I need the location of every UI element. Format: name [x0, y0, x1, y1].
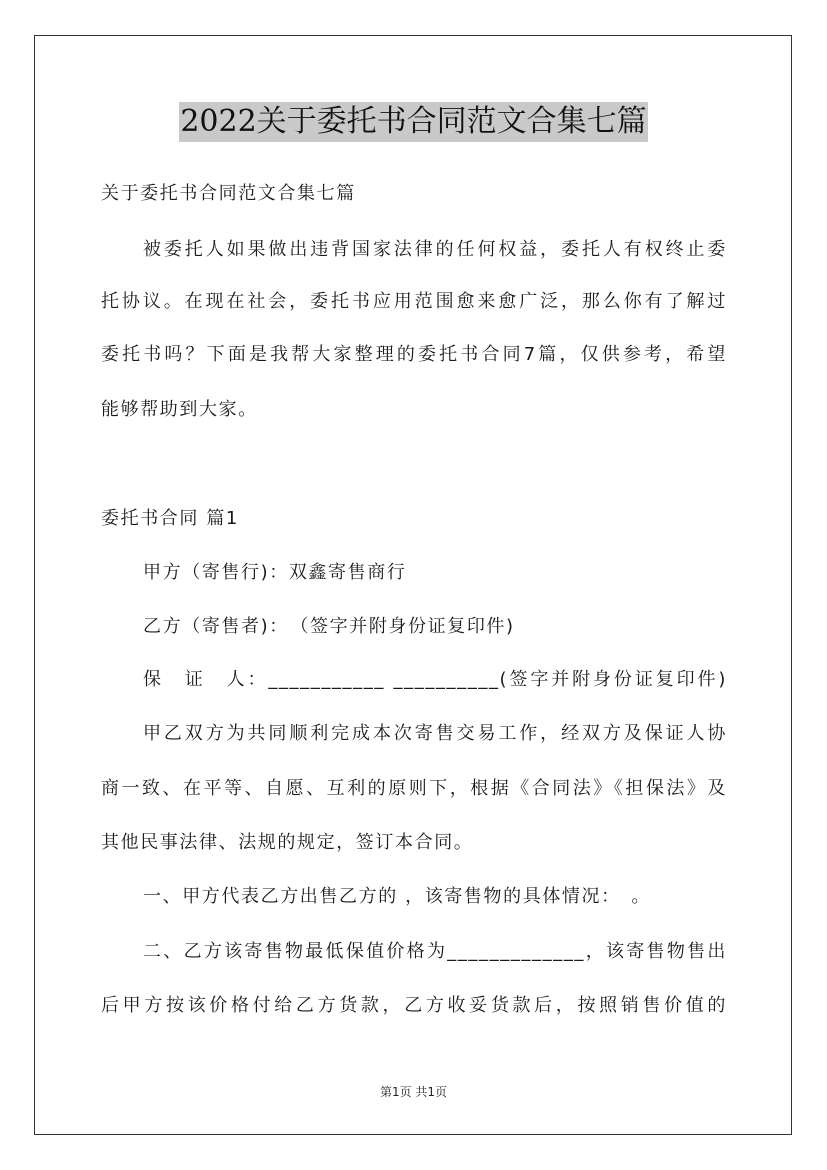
section-heading: 委托书合同 篇1 — [101, 508, 239, 529]
intro-line-3: 委托书吗？下面是我帮大家整理的委托书合同7篇，仅供参考，希望 — [101, 344, 727, 365]
clause-2-line-2: 后甲方按该价格付给乙方货款，乙方收妥货款后，按照销售价值的 — [101, 995, 727, 1016]
body-line-3: 其他民事法律、法规的规定，签订本合同。 — [101, 832, 474, 853]
page-footer: 第1页 共1页 — [379, 1085, 448, 1099]
clause-2-line-1: 二、乙方该寄售物最低保值价格为_____________，该寄售物售出 — [143, 941, 727, 962]
party-a-line: 甲方（寄售行)：双鑫寄售商行 — [143, 562, 407, 583]
intro-line-2: 托协议。在现在社会，委托书应用范围愈来愈广泛，那么你有了解过 — [101, 291, 727, 312]
guarantor-line: 保 证 人：___________ __________(签字并附身份证复印件) — [143, 669, 727, 690]
document-title: 2022关于委托书合同范文合集七篇 — [179, 102, 647, 142]
intro-line-4: 能够帮助到大家。 — [101, 399, 258, 420]
title-container — [0, 102, 827, 142]
document-subtitle: 关于委托书合同范文合集七篇 — [101, 183, 356, 204]
intro-line-1: 被委托人如果做出违背国家法律的任何权益，委托人有权终止委 — [143, 239, 727, 260]
body-line-1: 甲乙双方为共同顺利完成本次寄售交易工作，经双方及保证人协 — [143, 723, 727, 744]
party-b-line: 乙方（寄售者)： （签字并附身份证复印件) — [143, 616, 515, 637]
clause-1: 一、甲方代表乙方出售乙方的 ，该寄售物的具体情况： 。 — [143, 886, 651, 907]
body-line-2: 商一致、在平等、自愿、互利的原则下，根据《合同法》《担保法》及 — [101, 778, 727, 799]
